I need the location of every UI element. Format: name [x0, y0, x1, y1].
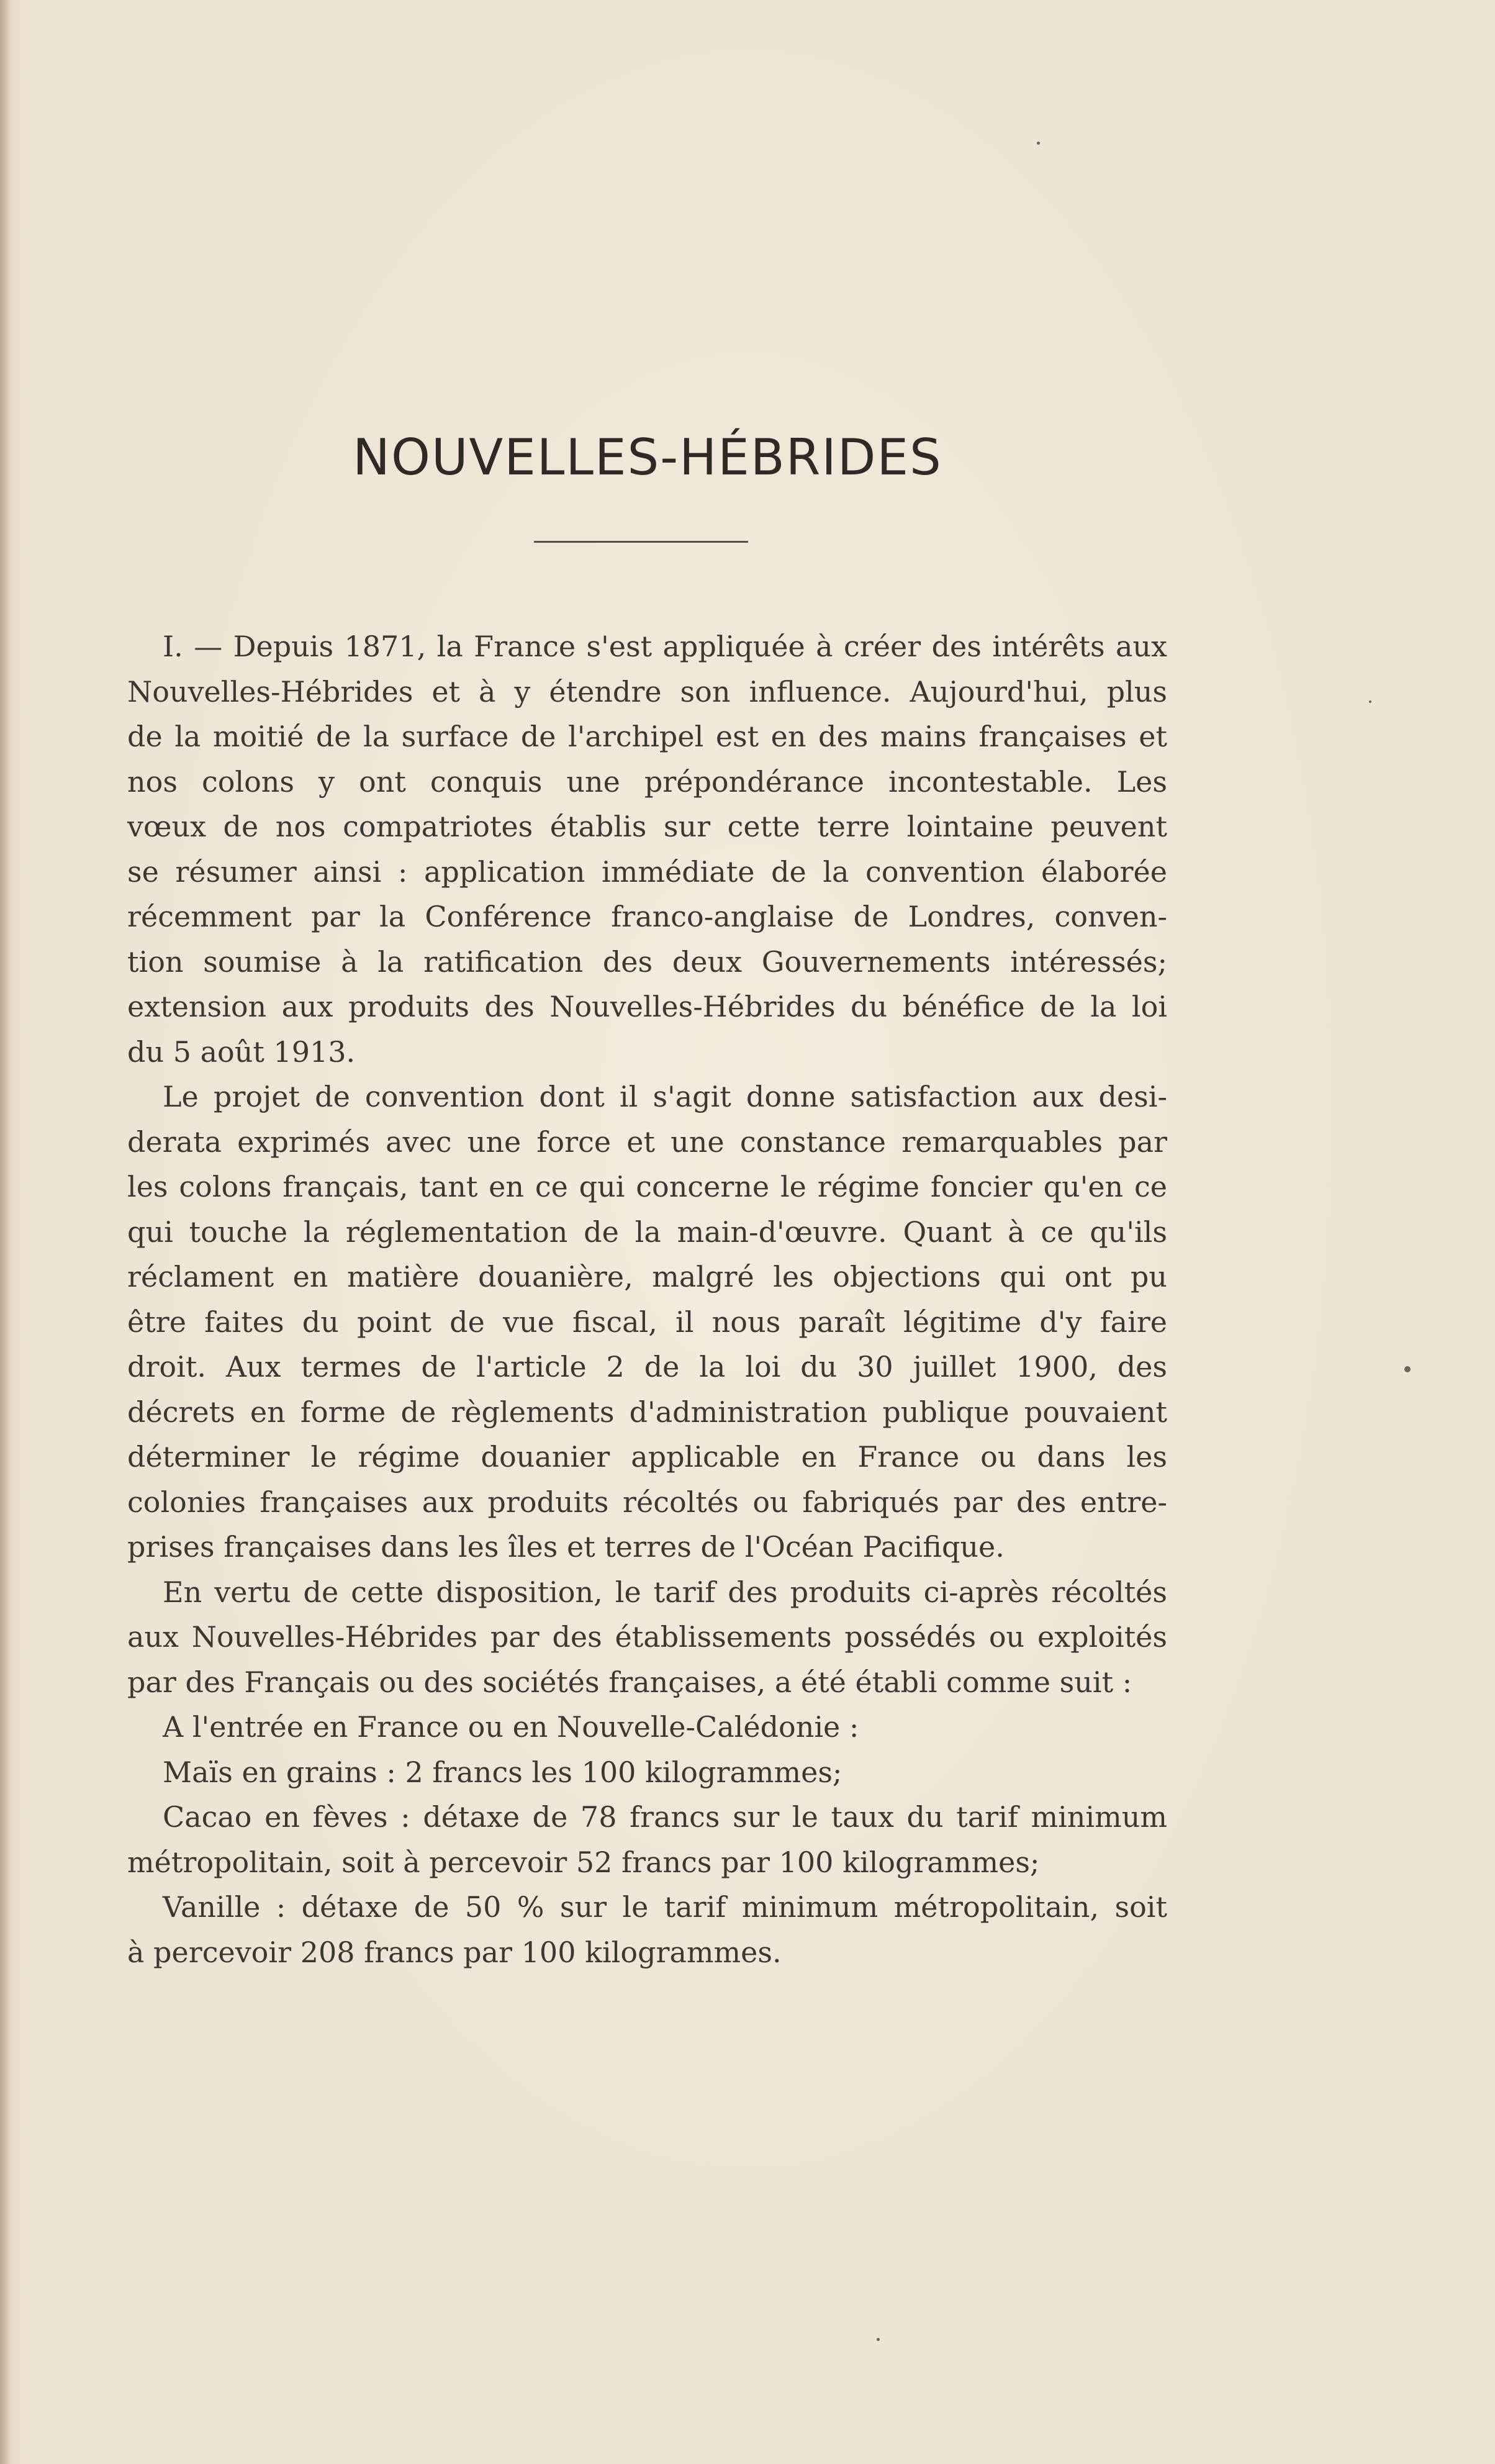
paper-speck [1404, 1366, 1411, 1372]
text-line: aux Nouvelles-Hébrides par des établissements possédés ou exploités [127, 1620, 1167, 1654]
text-line: Maïs en grains : 2 francs les 100 kilogrammes; [163, 1755, 842, 1789]
paper-speck [877, 2338, 880, 2341]
text-line: déterminer le régime douanier applicable en France ou dans les [127, 1440, 1167, 1474]
text-line: I. — Depuis 1871, la France s'est appliquée à créer des intérêts aux [163, 630, 1167, 663]
text-line: vœux de nos compatriotes établis sur cette terre lointaine peuvent [127, 810, 1167, 843]
text-line: par des Français ou des sociétés françaises, a été établi comme suit : [127, 1665, 1132, 1699]
text-line: colonies françaises aux produits récoltés ou fabriqués par des entre- [127, 1485, 1167, 1519]
text-line: A l'entrée en France ou en Nouvelle-Calédonie : [163, 1710, 859, 1744]
text-line: être faites du point de vue fiscal, il nous paraît légitime d'y faire [127, 1305, 1167, 1339]
text-line: métropolitain, soit à percevoir 52 francs par 100 kilogrammes; [127, 1845, 1040, 1879]
text-line: droit. Aux termes de l'article 2 de la loi du 30 juillet 1900, des [127, 1350, 1167, 1384]
paper-speck [1037, 142, 1040, 145]
text-line: se résumer ainsi : application immédiate de la convention élaborée [127, 854, 1167, 889]
text-line: Nouvelles-Hébrides et à y étendre son influence. Aujourd'hui, plus [127, 674, 1167, 709]
title-rule [534, 541, 748, 543]
text-line: décrets en forme de règlements d'administration publique pouvaient [127, 1395, 1167, 1429]
text-line: qui touche la réglementation de la main-d'œuvre. Quant à ce qu'ils [127, 1215, 1167, 1249]
text-line: prises françaises dans les îles et terres de l'Océan Pacifique. [127, 1530, 1005, 1564]
text-line: Cacao en fèves : détaxe de 78 francs sur le taux du tarif minimum [163, 1800, 1167, 1834]
text-line: du 5 août 1913. [127, 1035, 356, 1069]
text-line: extension aux produits des Nouvelles-Hébrides du bénéfice de la loi [127, 990, 1167, 1023]
text-line: récemment par la Conférence franco-anglaise de Londres, conven- [127, 900, 1167, 933]
text-line: nos colons y ont conquis une prépondérance incontestable. Les [127, 764, 1167, 799]
text-line: réclament en matière douanière, malgré les objections qui ont pu [127, 1260, 1167, 1293]
text-line: En vertu de cette disposition, le tarif des produits ci-après récoltés [163, 1575, 1167, 1609]
paper-speck [1369, 700, 1371, 703]
text-line: Vanille : détaxe de 50 % sur le tarif minimum métropolitain, soit [163, 1890, 1167, 1924]
text-line: à percevoir 208 francs par 100 kilogrammes. [127, 1935, 782, 1969]
body-text [127, 624, 1167, 1975]
text-line: derata exprimés avec une force et une constance remarquables par [127, 1125, 1167, 1159]
page-edge-shadow [0, 0, 11, 2464]
text-line: Le projet de convention dont il s'agit donne satisfaction aux desi- [163, 1080, 1167, 1113]
page-title: NOUVELLES-HÉBRIDES [353, 428, 942, 486]
text-line: de la moitié de la surface de l'archipel est en des mains françaises et [127, 720, 1167, 753]
text-line: les colons français, tant en ce qui concerne le régime foncier qu'en ce [127, 1170, 1167, 1203]
text-line: tion soumise à la ratification des deux Gouvernements intéressés; [127, 944, 1167, 979]
